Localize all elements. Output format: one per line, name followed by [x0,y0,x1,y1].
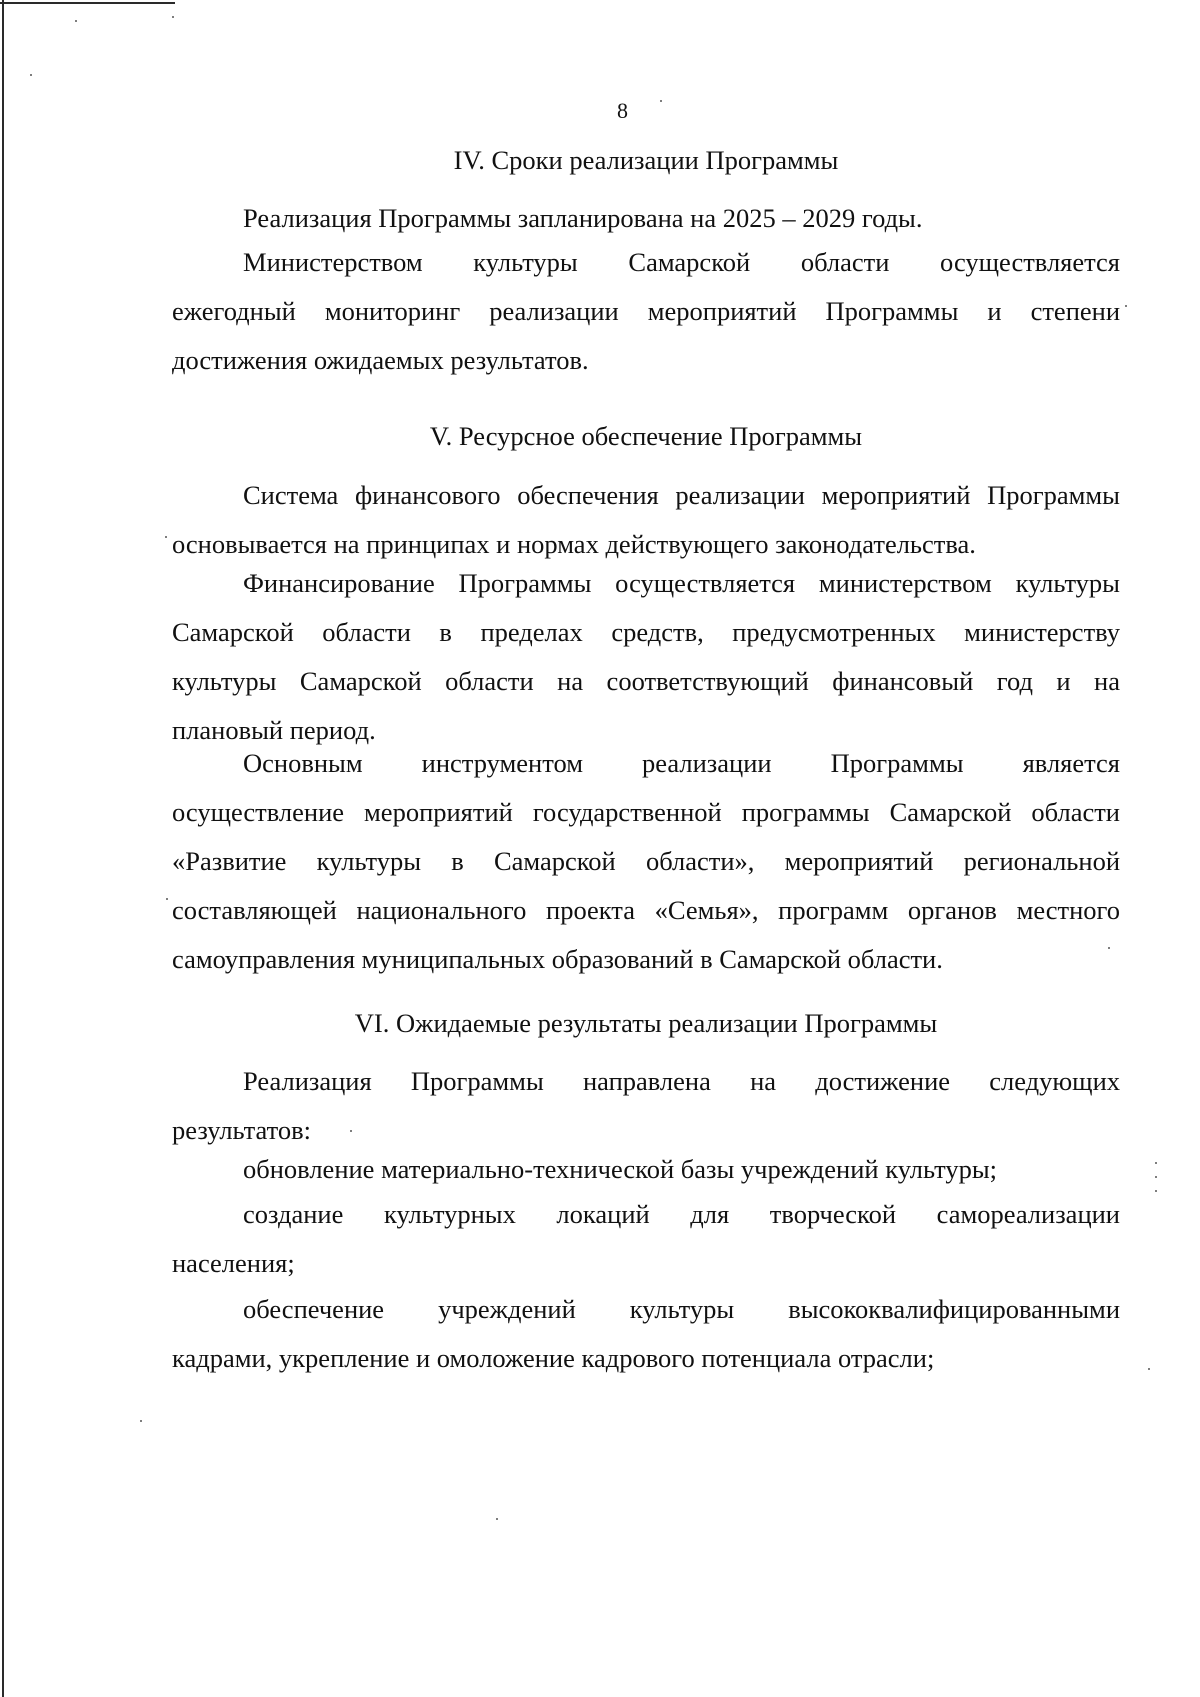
text-line: результатов: [172,1115,311,1145]
scan-speck [1125,305,1127,307]
section-4-paragraph-1 [172,194,1120,243]
scan-speck [660,100,662,102]
text-line: обновление материально-технической базы учреждений культуры; [243,1154,998,1184]
text-line: Реализация Программы запланирована на 2025 – 2029 годы. [243,203,923,233]
text-line: Основным инструментом реализации Программы является [243,748,1120,778]
scan-speck [350,1130,352,1132]
text-line: самоуправления муниципальных образований в Самарской области. [172,944,943,974]
scan-speck [1155,1162,1157,1164]
text-line: населения; [172,1248,295,1278]
text-line: Финансирование Программы осуществляется министерством культуры [243,568,1120,598]
scan-speck [140,1420,142,1422]
scan-speck [75,20,77,22]
text-line: культуры Самарской области на соответствующий финансовый год и на [172,666,1120,696]
section-6-paragraph-2 [172,1145,1120,1194]
text-line: плановый период. [172,715,376,745]
section-6-heading: VI. Ожидаемые результаты реализации Программы [354,1008,938,1038]
scan-speck [166,898,168,900]
scan-speck [1155,1176,1157,1178]
text-line: осуществление мероприятий государственной программы Самарской области [172,797,1120,827]
scan-speck [172,16,174,18]
scan-speck [30,74,32,76]
text-line: Самарской области в пределах средств, предусмотренных министерству [172,617,1120,647]
text-line: Система финансового обеспечения реализации мероприятий Программы [243,480,1120,510]
scan-speck [496,1518,498,1520]
scan-edge-left [2,0,4,1697]
text-line: создание культурных локаций для творческой самореализации [243,1199,1120,1229]
section-5-paragraph-1 [172,471,1120,569]
section-4-paragraph-2 [172,238,1120,385]
scan-speck [1108,947,1110,949]
page-number: 8 [617,98,628,123]
text-line: основывается на принципах и нормах действующего законодательства. [172,529,976,559]
text-line: обеспечение учреждений культуры высококвалифицированными [243,1294,1120,1324]
text-line: Министерством культуры Самарской области осуществляется [243,247,1120,277]
text-line: составляющей национального проекта «Семья», программ органов местного [172,895,1120,925]
text-line: «Развитие культуры в Самарской области», мероприятий региональной [172,846,1120,876]
section-5-heading: V. Ресурсное обеспечение Программы [429,421,863,451]
section-6-paragraph-1 [172,1057,1120,1155]
text-line: кадрами, укрепление и омоложение кадрового потенциала отрасли; [172,1343,935,1373]
scan-speck [1148,1368,1150,1370]
text-line: ежегодный мониторинг реализации мероприятий Программы и степени [172,296,1120,326]
text-line: достижения ожидаемых результатов. [172,345,589,375]
section-6-paragraph-4 [172,1285,1120,1383]
text-line: Реализация Программы направлена на достижение следующих [243,1066,1120,1096]
scan-speck [1155,1190,1157,1192]
section-5-paragraph-3 [172,739,1120,984]
section-6-paragraph-3 [172,1190,1120,1288]
scan-edge-top [0,2,175,4]
section-5-paragraph-2 [172,559,1120,755]
section-4-heading: IV. Сроки реализации Программы [453,145,839,175]
scan-speck [165,536,167,538]
